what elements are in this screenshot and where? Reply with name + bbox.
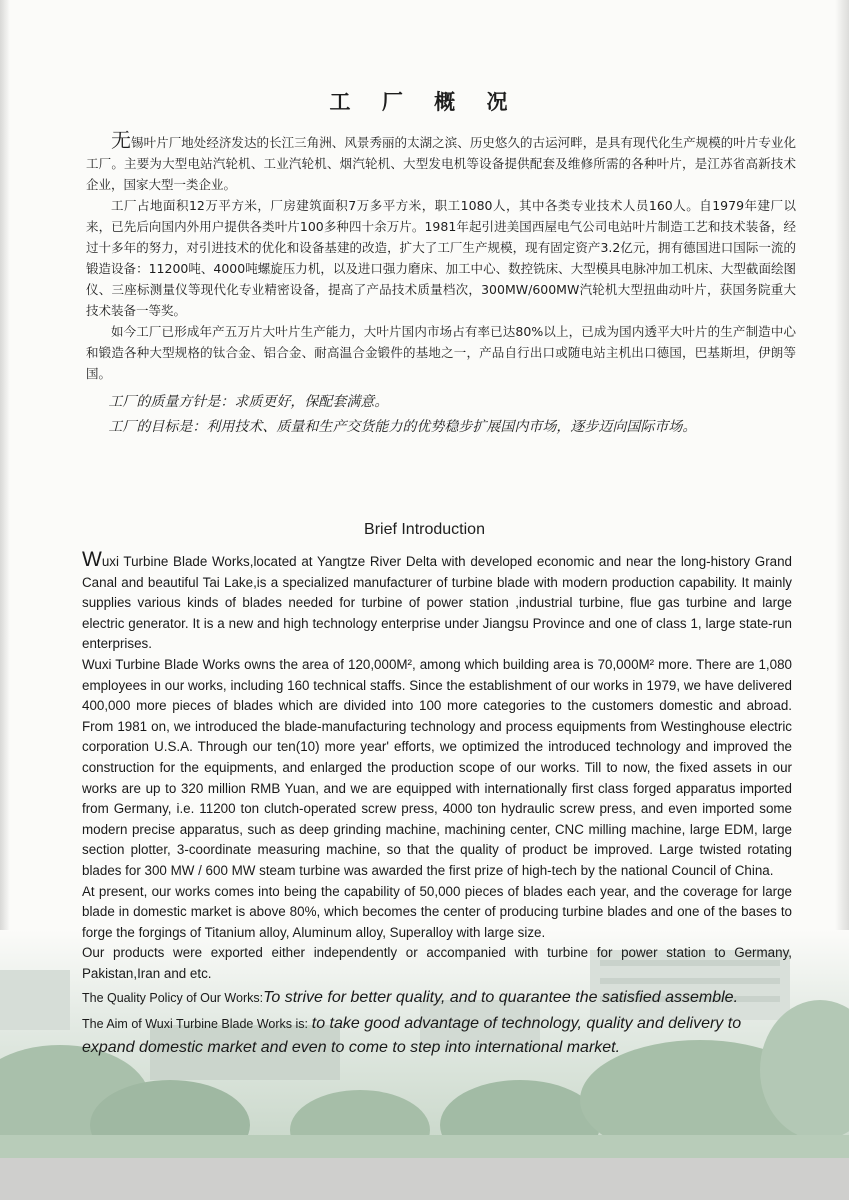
quality-policy-text: To strive for better quality, and to quarantee the satisfied assemble. xyxy=(263,989,739,1007)
chinese-body xyxy=(86,130,796,440)
chinese-paragraph-2: 工厂占地面积12万平方米，厂房建筑面积7万多平方米，职工1080人，其中各类专业技术人员160人。自1979年建厂以来，已先后向国内外用户提供各类叶片100多种四十余万片。1981年起引进美国西屋电气公司电站叶片制造工艺和技术装备，经过十多年的努力，对引进技术的优化和设备基建的改造，扩大了工厂生产规模，现有固定资产3.2亿元，拥有德国进口国际一流的锻造设备：11200吨、4000吨螺旋压力机，以及进口强力磨床、加工中心、数控铣床、大型模具电脉冲加工机床、大型截面绘图仪、三座标测量仪等现代化专业精密设备，提高了产品技术质量档次，300MW/600MW汽轮机大型扭曲动叶片，获国务院重大技术装备一等奖。 xyxy=(86,198,796,318)
aim-text: to take good advantage of technology, quality and delivery to expand domestic market and even to come to step into international market. xyxy=(82,1015,742,1057)
aim-label: The Aim of Wuxi Turbine Blade Works is: xyxy=(82,1017,309,1032)
english-paragraph-2: Wuxi Turbine Blade Works owns the area of 120,000M², among which building area is 70,000M² more. There are 1,080 employees in our works, including 160 technical staffs. Since the establishment of our works in 1979, we have delivered 400,000 more pieces of blades which are divided into 100 more categories to the customers domestic and abroad. From 1981 on, we introduced the blade-manufacturing technology and process equipments from Westinghouse electric corporation U.S.A. Through our ten(10) more year' efforts, we optimized the introduced technology and improved the construction for the equipments, and enlarged the production scope of our works. Till to now, the fixed assets in our works are up to 320 million RMB Yuan, and we are equipped with internationally first class forged apparatus imported from Germany, i.e. 11200 ton clutch-operated screw press, 4000 ton hydraulic screw press, and even imported some modern precise apparatus, such as deep grinding machine, machining center, CNC milling machine, large EDM, large section plotter, 3-coordinate measuring machine, so that the quality of product be improved. Large twisted rotating blades for 300 MW / 600 MW steam turbine was awarded the first prize of high-tech by the national Council of China. xyxy=(82,656,792,878)
english-title: Brief Introduction xyxy=(364,521,485,538)
english-paragraph-3: At present, our works comes into being the capability of 50,000 pieces of blades each year, and the coverage for large blade in domestic market is above 80%, which becomes the center of producing turbine blades and one of the bases to forge the forgings of Titanium alloy, Aluminum alloy, Superalloy with large size. xyxy=(82,883,792,940)
english-paragraph-1: Wuxi Turbine Blade Works,located at Yangtze River Delta with developed economic and near the long-history Grand Canal and beautiful Tai Lake,is a specialized manufacturer of turbine blade with modern production capability. It mainly supplies various kinds of blades needed for turbine of power station ,industrial turbine, flue gas turbine and large electric generator. It is a new and high technology enterprise under Jiangsu Province and one of class 1, large state-run enterprises. xyxy=(82,548,792,652)
page-bottom-margin xyxy=(0,1158,849,1200)
chinese-quality-policy: 工厂的质量方针是：求质更好，保配套满意。 xyxy=(108,394,389,410)
english-aim xyxy=(82,1012,792,1060)
chinese-aim: 工厂的目标是：利用技术、质量和生产交货能力的优势稳步扩展国内市场，逐步迈向国际市场。 xyxy=(108,419,697,435)
english-body xyxy=(82,550,792,1060)
chinese-paragraph-3: 如今工厂已形成年产五万片大叶片生产能力，大叶片国内市场占有率已达80%以上，已成为国内透平大叶片的生产制造中心和锻造各种大型规格的钛合金、铝合金、耐高温合金锻件的基地之一，产品自行出口或随电站主机出口德国，巴基斯坦，伊朗等国。 xyxy=(86,324,796,381)
chinese-title: 工 厂 概 况 xyxy=(329,90,520,114)
english-paragraph-4: Our products were exported either independently or accompanied with turbine for power station to Germany, Pakistan,Iran and etc. xyxy=(82,945,792,981)
quality-policy-label: The Quality Policy of Our Works: xyxy=(82,991,264,1006)
chinese-paragraph-1: 无锡叶片厂地处经济发达的长江三角洲、风景秀丽的太湖之滨、历史悠久的古运河畔，是具有现代化生产规模的叶片专业化工厂。主要为大型电站汽轮机、工业汽轮机、烟汽轮机、大型发电机等设备提供配套及维修所需的各种叶片，是江苏省高新技术企业，国家大型一类企业。 xyxy=(86,128,796,192)
english-quality-policy xyxy=(82,986,792,1010)
